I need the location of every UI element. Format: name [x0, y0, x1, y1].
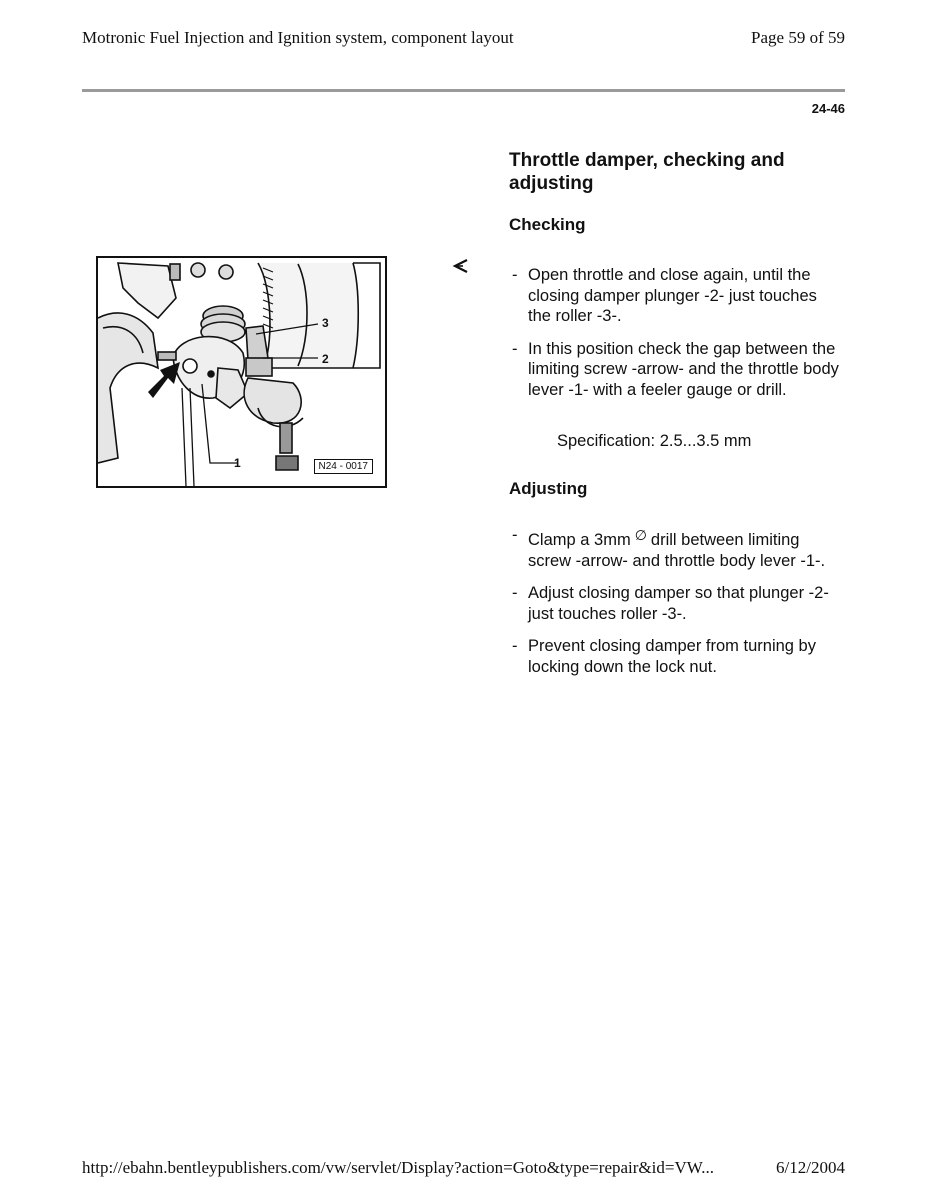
bullet-dash: - — [512, 584, 518, 602]
step-text: Prevent closing damper from turning by locking down the lock nut. — [528, 637, 816, 676]
section-title: Throttle damper, checking and adjusting — [509, 150, 785, 194]
throttle-damper-figure — [96, 256, 387, 488]
step-text: In this position check the gap between the limiting screw -arrow- and the throttle body lever -1- with a feeler gauge or drill. — [528, 339, 839, 399]
callout-2: 2 — [322, 352, 329, 366]
adjusting-steps — [509, 525, 839, 689]
adjusting-heading: Adjusting — [509, 479, 588, 498]
list-item — [509, 583, 839, 624]
step-text — [528, 525, 839, 571]
step-text-part: drill between limiting screw -arrow- and throttle body lever -1-. — [528, 531, 826, 570]
section-code: 24-46 — [811, 101, 845, 116]
header-divider — [82, 89, 845, 92]
step-text: Open throttle and close again, until the closing damper plunger -2- just touches the roller -3-. — [528, 266, 817, 325]
diameter-symbol: ∅ — [634, 527, 647, 543]
bullet-dash: - — [512, 637, 518, 655]
bullet-dash: - — [512, 339, 518, 358]
checking-steps — [509, 265, 839, 412]
list-item — [509, 265, 839, 327]
throttle-damper-illustration — [98, 258, 385, 486]
callout-1: 1 — [234, 456, 241, 470]
step-text-part: Clamp a 3mm — [528, 531, 631, 549]
bullet-dash: - — [512, 266, 518, 284]
specification: Specification: 2.5...3.5 mm — [557, 432, 752, 450]
print-date: 6/12/2004 — [776, 1158, 845, 1177]
callout-3: 3 — [322, 316, 329, 330]
checking-heading: Checking — [509, 215, 586, 234]
bullet-dash: - — [512, 526, 518, 544]
list-item — [509, 339, 839, 401]
source-url: http://ebahn.bentleypublishers.com/vw/servlet/Display?action=Goto&type=repair&id=VW... — [82, 1158, 714, 1177]
document-title: Motronic Fuel Injection and Ignition system, component layout — [82, 28, 514, 47]
step-text: Adjust closing damper so that plunger -2- just touches roller -3-. — [528, 584, 829, 623]
list-item — [509, 636, 839, 677]
page-number: Page 59 of 59 — [751, 28, 845, 47]
figure-pointer-icon — [452, 257, 470, 275]
figure-code: N24 - 0017 — [314, 459, 373, 474]
list-item — [509, 525, 839, 571]
